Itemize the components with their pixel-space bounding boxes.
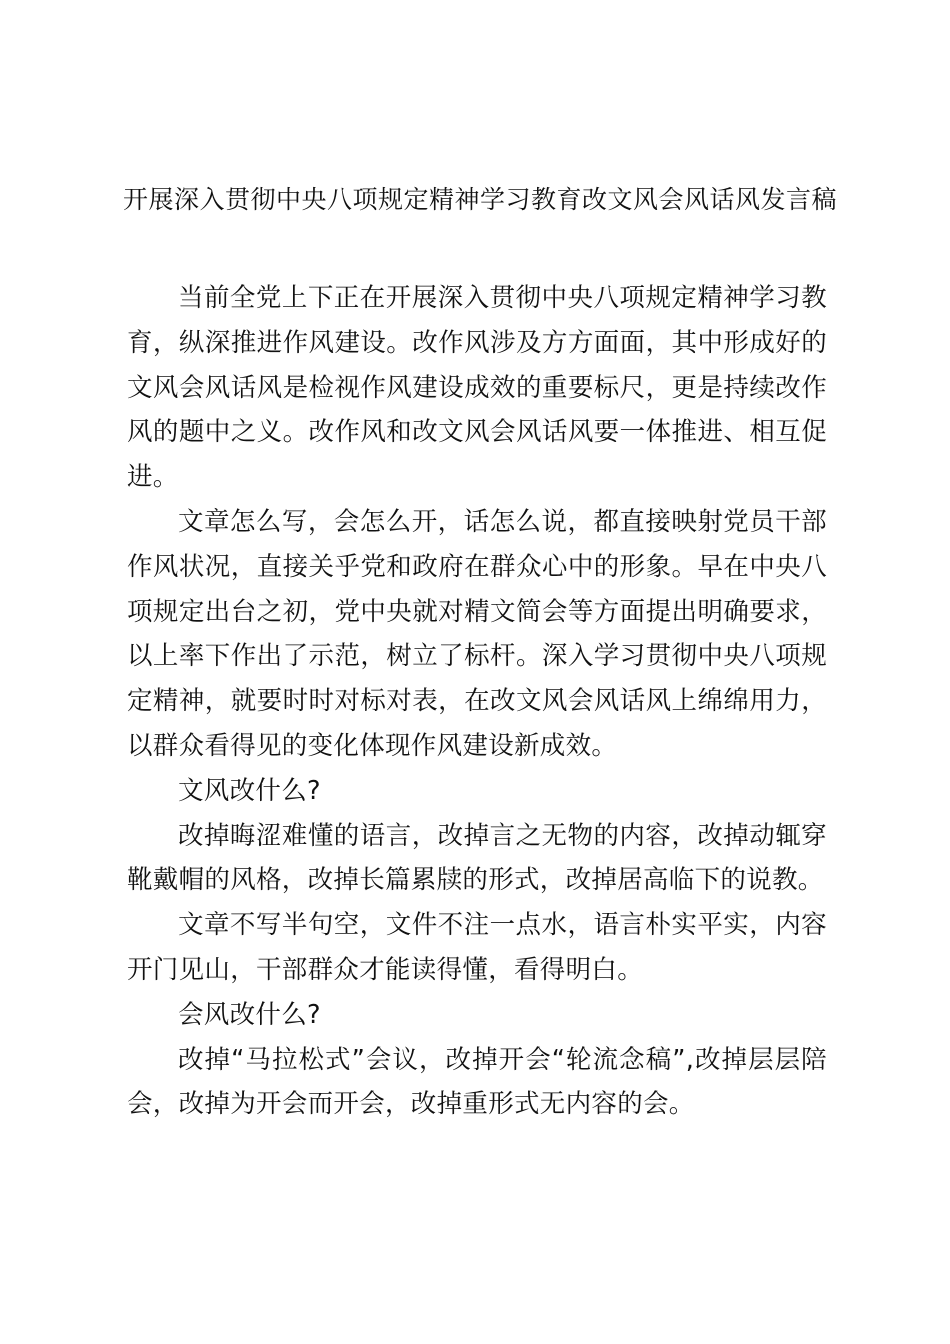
heading-wenfeng: 文风改什么? [178,775,321,806]
document-title: 开展深入贯彻中央八项规定精神学习教育改文风会风话风发言稿 [122,185,837,214]
paragraph-huifeng-changes: 改掉“马拉松式”会议，改掉开会“轮流念稿”,改掉层层陪会，改掉为开会而开会，改掉重形式无内容的会。 [127,1044,827,1120]
paragraph-wenfeng-changes: 改掉晦涩难懂的语言，改掉言之无物的内容，改掉动辄穿靴戴帽的风格，改掉长篇累牍的形式，改掉居高临下的说教。 [127,820,827,896]
paragraph-intro: 当前全党上下正在开展深入贯彻中央八项规定精神学习教育，纵深推进作风建设。改作风涉及方方面面，其中形成好的文风会风话风是检视作风建设成效的重要标尺，更是持续改作风的题中之义。改作风和改文风会风话风要一体推进、相互促进。 [127,283,827,493]
heading-huifeng: 会风改什么? [178,999,321,1030]
paragraph-wenfeng-goal: 文章不写半句空，文件不注一点水，语言朴实平实，内容开门见山，干部群众才能读得懂，看得明白。 [127,910,827,985]
paragraph-context: 文章怎么写，会怎么开，话怎么说，都直接映射党员干部作风状况，直接关乎党和政府在群众心中的形象。早在中央八项规定出台之初，党中央就对精文简会等方面提出明确要求，以上率下作出了示范，树立了标杆。深入学习贯彻中央八项规定精神，就要时时对标对表，在改文风会风话风上绵绵用力，以群众看得见的变化体现作风建设新成效。 [127,506,827,761]
document-body [127,276,827,1127]
